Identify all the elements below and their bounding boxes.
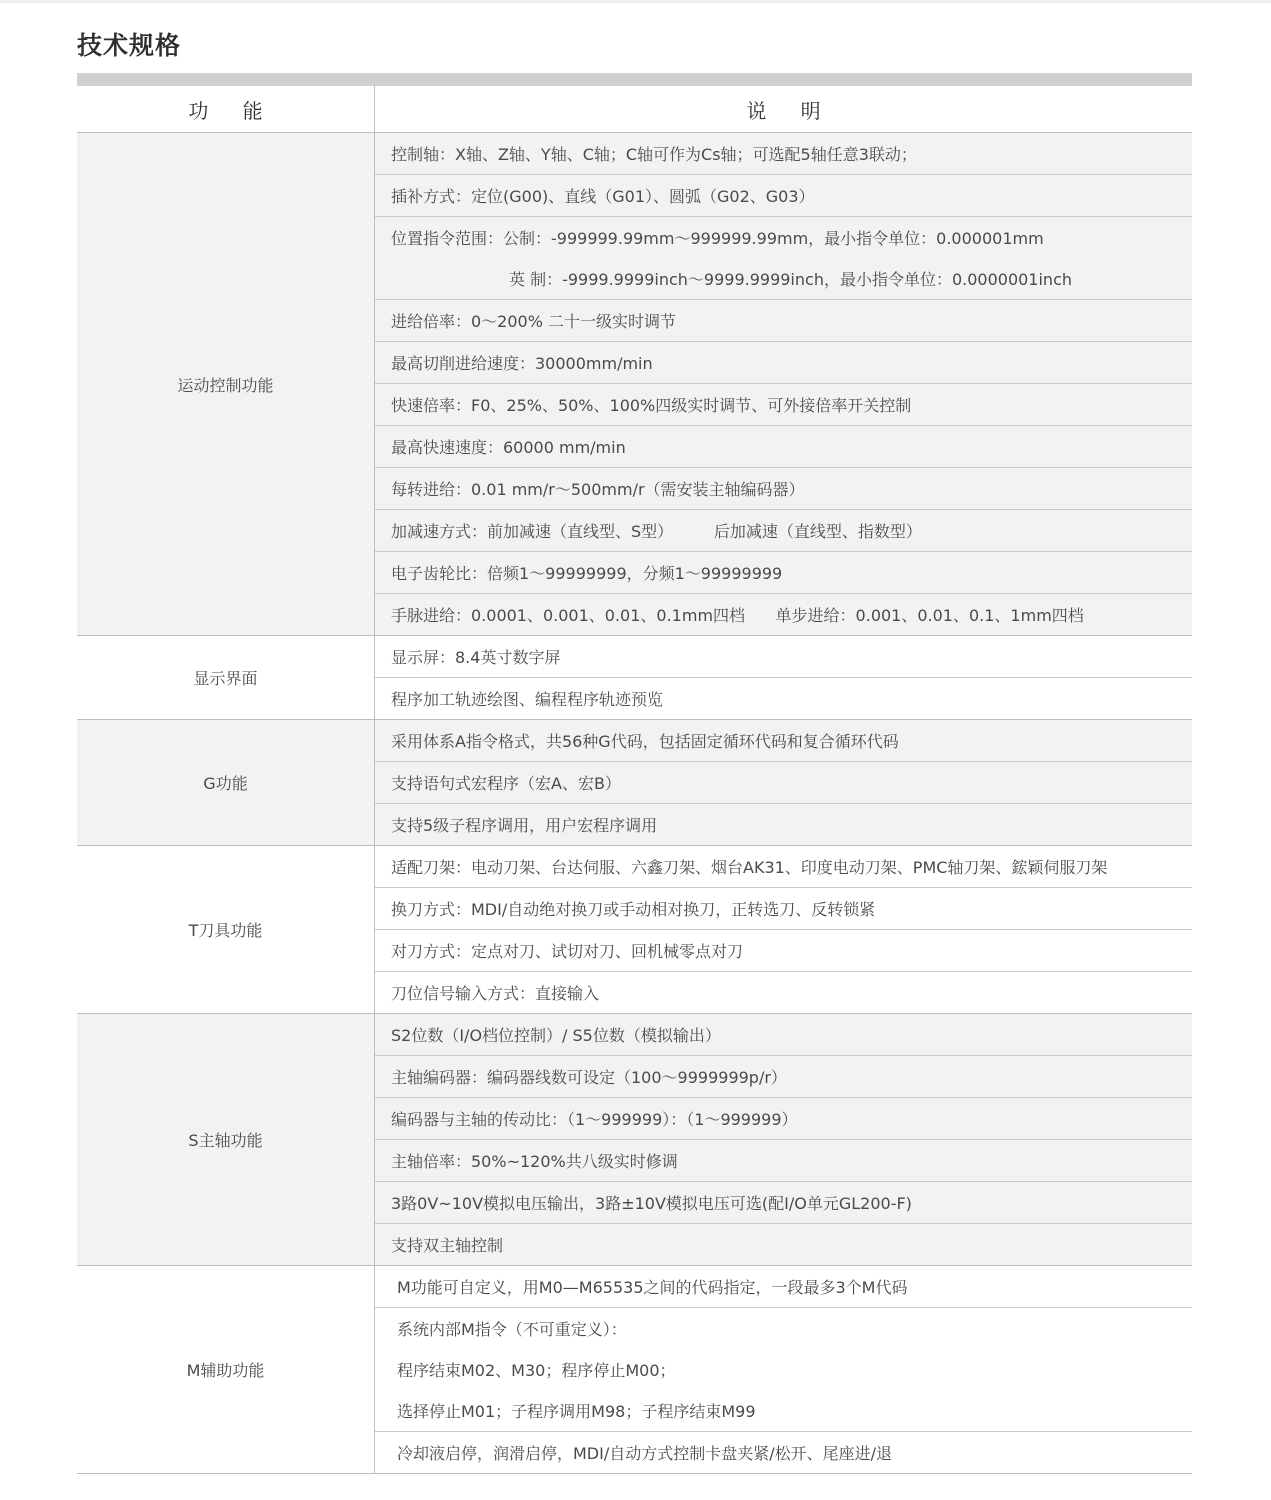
spec-cell: 支持语句式宏程序（宏A、宏B） bbox=[375, 762, 1193, 804]
spec-cell: 进给倍率：0～200% 二十一级实时调节 bbox=[375, 300, 1193, 342]
spec-cell: 适配刀架：电动刀架、台达伺服、六鑫刀架、烟台AK31、印度电动刀架、PMC轴刀架、鋐颖伺服刀架 bbox=[375, 846, 1193, 888]
spec-cell: 加减速方式：前加减速（直线型、S型） 后加减速（直线型、指数型） bbox=[375, 510, 1193, 552]
title-underline-bar bbox=[77, 73, 1192, 86]
spec-cell: 英 制：-9999.9999inch～9999.9999inch，最小指令单位：0.0000001inch bbox=[375, 258, 1193, 300]
group-spindle-function bbox=[77, 1014, 1192, 1266]
spec-cell: 每转进给：0.01 mm/r～500mm/r（需安装主轴编码器） bbox=[375, 468, 1193, 510]
spec-cell: 控制轴：X轴、Z轴、Y轴、C轴；C轴可作为Cs轴；可选配5轴任意3联动； bbox=[375, 133, 1193, 175]
spec-cell: 快速倍率：F0、25%、50%、100%四级实时调节、可外接倍率开关控制 bbox=[375, 384, 1193, 426]
function-name: 显示界面 bbox=[77, 636, 375, 720]
spec-cell: 最高快速速度：60000 mm/min bbox=[375, 426, 1193, 468]
header-description: 说 明 bbox=[375, 86, 1193, 133]
function-name: G功能 bbox=[77, 720, 375, 846]
table-row bbox=[77, 720, 1192, 762]
table-row bbox=[77, 1014, 1192, 1056]
spec-cell: 最高切削进给速度：30000mm/min bbox=[375, 342, 1193, 384]
page-title: 技术规格 bbox=[77, 31, 182, 60]
spec-cell: 显示屏：8.4英寸数字屏 bbox=[375, 636, 1193, 678]
spec-cell: 选择停止M01；子程序调用M98；子程序结束M99 bbox=[375, 1390, 1193, 1432]
group-g-function bbox=[77, 720, 1192, 846]
spec-cell: 冷却液启停，润滑启停，MDI/自动方式控制卡盘夹紧/松开、尾座进/退 bbox=[375, 1432, 1193, 1474]
spec-cell: 电子齿轮比：倍频1～99999999，分频1～99999999 bbox=[375, 552, 1193, 594]
spec-cell: 采用体系A指令格式，共56种G代码，包括固定循环代码和复合循环代码 bbox=[375, 720, 1193, 762]
function-name: S主轴功能 bbox=[77, 1014, 375, 1266]
spec-cell: 主轴倍率：50%~120%共八级实时修调 bbox=[375, 1140, 1193, 1182]
table-row bbox=[77, 1266, 1192, 1308]
group-tool-function bbox=[77, 846, 1192, 1014]
spec-cell: 插补方式：定位(G00)、直线（G01）、圆弧（G02、G03） bbox=[375, 175, 1193, 217]
function-name: M辅助功能 bbox=[77, 1266, 375, 1474]
group-motion-control bbox=[77, 133, 1192, 636]
spec-cell: 对刀方式：定点对刀、试切对刀、回机械零点对刀 bbox=[375, 930, 1193, 972]
table-row bbox=[77, 636, 1192, 678]
group-m-function bbox=[77, 1266, 1192, 1474]
spec-cell: 手脉进给：0.0001、0.001、0.01、0.1mm四档 单步进给：0.001、0.01、0.1、1mm四档 bbox=[375, 594, 1193, 636]
spec-cell: 刀位信号输入方式：直接输入 bbox=[375, 972, 1193, 1014]
top-divider bbox=[0, 0, 1271, 3]
spec-cell: 位置指令范围：公制：-999999.99mm～999999.99mm，最小指令单位：0.000001mm bbox=[375, 217, 1193, 259]
spec-cell: M功能可自定义，用M0—M65535之间的代码指定，一段最多3个M代码 bbox=[375, 1266, 1193, 1308]
header-function: 功 能 bbox=[77, 86, 375, 133]
spec-cell: 编码器与主轴的传动比：（1～999999）：（1～999999） bbox=[375, 1098, 1193, 1140]
group-display bbox=[77, 636, 1192, 720]
spec-cell: 换刀方式：MDI/自动绝对换刀或手动相对换刀，正转选刀、反转锁紧 bbox=[375, 888, 1193, 930]
spec-cell: S2位数（I/O档位控制）/ S5位数（模拟输出） bbox=[375, 1014, 1193, 1056]
function-name: T刀具功能 bbox=[77, 846, 375, 1014]
spec-cell: 3路0V~10V模拟电压输出，3路±10V模拟电压可选(配I/O单元GL200-F) bbox=[375, 1182, 1193, 1224]
spec-table bbox=[77, 86, 1192, 1474]
spec-cell: 支持5级子程序调用，用户宏程序调用 bbox=[375, 804, 1193, 846]
function-name: 运动控制功能 bbox=[77, 133, 375, 636]
table-header-row bbox=[77, 86, 1192, 133]
spec-cell: 系统内部M指令（不可重定义）： bbox=[375, 1308, 1193, 1350]
spec-cell: 程序加工轨迹绘图、编程程序轨迹预览 bbox=[375, 678, 1193, 720]
table-row bbox=[77, 133, 1192, 175]
spec-cell: 支持双主轴控制 bbox=[375, 1224, 1193, 1266]
spec-cell: 主轴编码器：编码器线数可设定（100～9999999p/r） bbox=[375, 1056, 1193, 1098]
table-row bbox=[77, 846, 1192, 888]
spec-cell: 程序结束M02、M30；程序停止M00； bbox=[375, 1349, 1193, 1390]
